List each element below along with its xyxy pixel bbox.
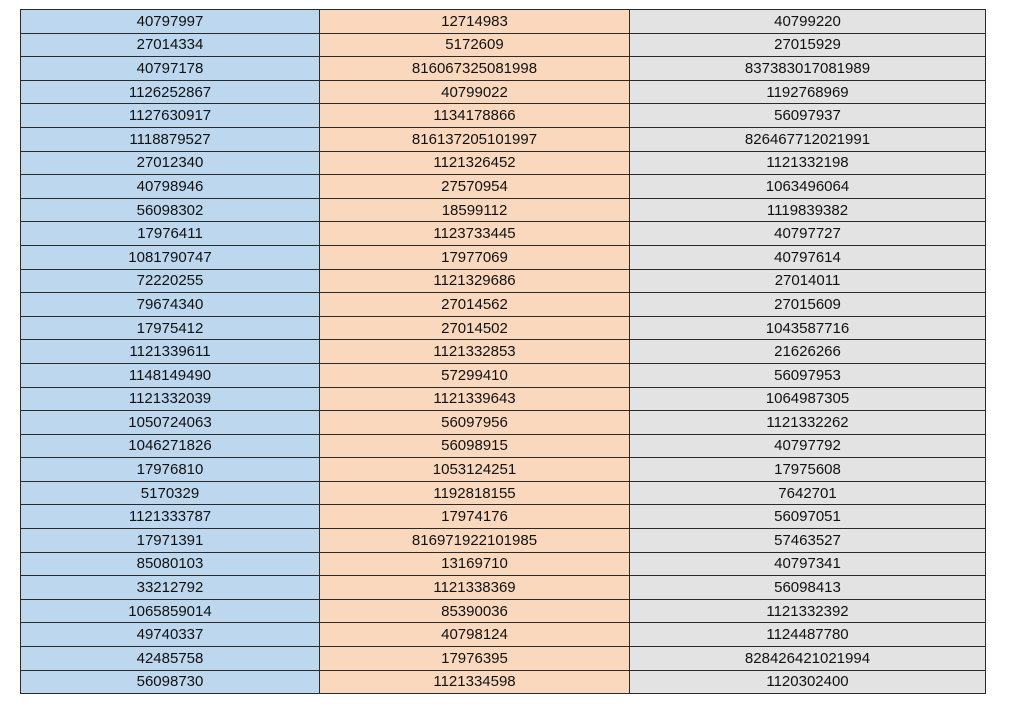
table-cell-column-a: 1121339611 (21, 340, 320, 364)
table-row (21, 316, 986, 340)
table-cell-column-c: 837383017081989 (630, 57, 986, 81)
table-cell-column-c: 56098413 (630, 576, 986, 600)
table-cell-column-a: 17976810 (21, 458, 320, 482)
table-cell-column-a: 33212792 (21, 576, 320, 600)
table-cell-column-a: 56098302 (21, 198, 320, 222)
table-cell-column-a: 27012340 (21, 151, 320, 175)
table-cell-column-c: 1121332392 (630, 599, 986, 623)
table-cell-column-a: 1118879527 (21, 127, 320, 151)
table-cell-column-a: 1148149490 (21, 363, 320, 387)
table-row (21, 80, 986, 104)
table-row (21, 434, 986, 458)
table-cell-column-c: 27015929 (630, 33, 986, 57)
table-cell-column-c: 7642701 (630, 481, 986, 505)
table-cell-column-b: 57299410 (320, 363, 630, 387)
table-cell-column-c: 1063496064 (630, 175, 986, 199)
table-cell-column-b: 1123733445 (320, 222, 630, 246)
table-cell-column-c: 56097953 (630, 363, 986, 387)
table-row (21, 151, 986, 175)
table-cell-column-a: 1127630917 (21, 104, 320, 128)
table-row (21, 647, 986, 671)
table-row (21, 599, 986, 623)
table-row (21, 245, 986, 269)
table-cell-column-c: 56097051 (630, 505, 986, 529)
table-cell-column-a: 27014334 (21, 33, 320, 57)
table-cell-column-c: 21626266 (630, 340, 986, 364)
table-row (21, 57, 986, 81)
table-cell-column-c: 27014011 (630, 269, 986, 293)
table-cell-column-b: 17977069 (320, 245, 630, 269)
table-row (21, 269, 986, 293)
table-cell-column-b: 816971922101985 (320, 529, 630, 553)
table-cell-column-a: 79674340 (21, 293, 320, 317)
table-cell-column-a: 17976411 (21, 222, 320, 246)
table-cell-column-b: 1121326452 (320, 151, 630, 175)
table-cell-column-b: 13169710 (320, 552, 630, 576)
table-cell-column-a: 1126252867 (21, 80, 320, 104)
table-cell-column-b: 1121338369 (320, 576, 630, 600)
table-cell-column-a: 72220255 (21, 269, 320, 293)
table-cell-column-c: 17975608 (630, 458, 986, 482)
table-cell-column-c: 40797727 (630, 222, 986, 246)
table-cell-column-b: 1121329686 (320, 269, 630, 293)
table-cell-column-a: 17971391 (21, 529, 320, 553)
table-cell-column-b: 27570954 (320, 175, 630, 199)
table-cell-column-b: 27014562 (320, 293, 630, 317)
id-number-table (20, 9, 986, 694)
table-cell-column-c: 1121332262 (630, 411, 986, 435)
table-cell-column-c: 57463527 (630, 529, 986, 553)
table-cell-column-c: 40799220 (630, 10, 986, 34)
table-cell-column-b: 40799022 (320, 80, 630, 104)
table-body (21, 10, 986, 694)
table-cell-column-b: 816137205101997 (320, 127, 630, 151)
table-row (21, 670, 986, 694)
table-cell-column-c: 40797792 (630, 434, 986, 458)
table-cell-column-a: 40798946 (21, 175, 320, 199)
table-cell-column-a: 40797997 (21, 10, 320, 34)
table-cell-column-a: 5170329 (21, 481, 320, 505)
table-cell-column-c: 1120302400 (630, 670, 986, 694)
table-row (21, 293, 986, 317)
table-cell-column-c: 1121332198 (630, 151, 986, 175)
table-cell-column-a: 1065859014 (21, 599, 320, 623)
table-cell-column-a: 17975412 (21, 316, 320, 340)
table-row (21, 198, 986, 222)
table-cell-column-a: 1046271826 (21, 434, 320, 458)
table-row (21, 481, 986, 505)
table-cell-column-a: 1121332039 (21, 387, 320, 411)
table-cell-column-b: 40798124 (320, 623, 630, 647)
table-cell-column-b: 27014502 (320, 316, 630, 340)
table-cell-column-b: 1192818155 (320, 481, 630, 505)
table-cell-column-a: 1121333787 (21, 505, 320, 529)
table-row (21, 458, 986, 482)
table-row (21, 529, 986, 553)
table-row (21, 104, 986, 128)
table-row (21, 127, 986, 151)
table-row (21, 505, 986, 529)
table-cell-column-a: 85080103 (21, 552, 320, 576)
table-cell-column-a: 1081790747 (21, 245, 320, 269)
table-row (21, 33, 986, 57)
table-cell-column-b: 1053124251 (320, 458, 630, 482)
table-cell-column-c: 1124487780 (630, 623, 986, 647)
table-row (21, 222, 986, 246)
table-cell-column-b: 17976395 (320, 647, 630, 671)
table-row (21, 175, 986, 199)
table-cell-column-c: 27015609 (630, 293, 986, 317)
table-cell-column-a: 49740337 (21, 623, 320, 647)
table-cell-column-b: 5172609 (320, 33, 630, 57)
table-cell-column-c: 1192768969 (630, 80, 986, 104)
table-cell-column-b: 1134178866 (320, 104, 630, 128)
table-cell-column-c: 1119839382 (630, 198, 986, 222)
table-cell-column-b: 56098915 (320, 434, 630, 458)
table-cell-column-c: 1064987305 (630, 387, 986, 411)
table-row (21, 411, 986, 435)
table-row (21, 576, 986, 600)
table-cell-column-a: 1050724063 (21, 411, 320, 435)
table-cell-column-b: 816067325081998 (320, 57, 630, 81)
table-cell-column-c: 1043587716 (630, 316, 986, 340)
table-cell-column-c: 40797614 (630, 245, 986, 269)
table-row (21, 387, 986, 411)
table-cell-column-c: 56097937 (630, 104, 986, 128)
table-row (21, 623, 986, 647)
table-cell-column-b: 85390036 (320, 599, 630, 623)
table-cell-column-c: 40797341 (630, 552, 986, 576)
table-cell-column-c: 828426421021994 (630, 647, 986, 671)
table-cell-column-b: 18599112 (320, 198, 630, 222)
table-cell-column-a: 40797178 (21, 57, 320, 81)
table-cell-column-b: 1121332853 (320, 340, 630, 364)
table-cell-column-b: 17974176 (320, 505, 630, 529)
table-cell-column-a: 56098730 (21, 670, 320, 694)
table-cell-column-a: 42485758 (21, 647, 320, 671)
table-row (21, 363, 986, 387)
table-cell-column-b: 1121334598 (320, 670, 630, 694)
table-cell-column-b: 12714983 (320, 10, 630, 34)
table-row (21, 10, 986, 34)
table-cell-column-c: 826467712021991 (630, 127, 986, 151)
table-cell-column-b: 1121339643 (320, 387, 630, 411)
table-row (21, 340, 986, 364)
table-row (21, 552, 986, 576)
table-cell-column-b: 56097956 (320, 411, 630, 435)
